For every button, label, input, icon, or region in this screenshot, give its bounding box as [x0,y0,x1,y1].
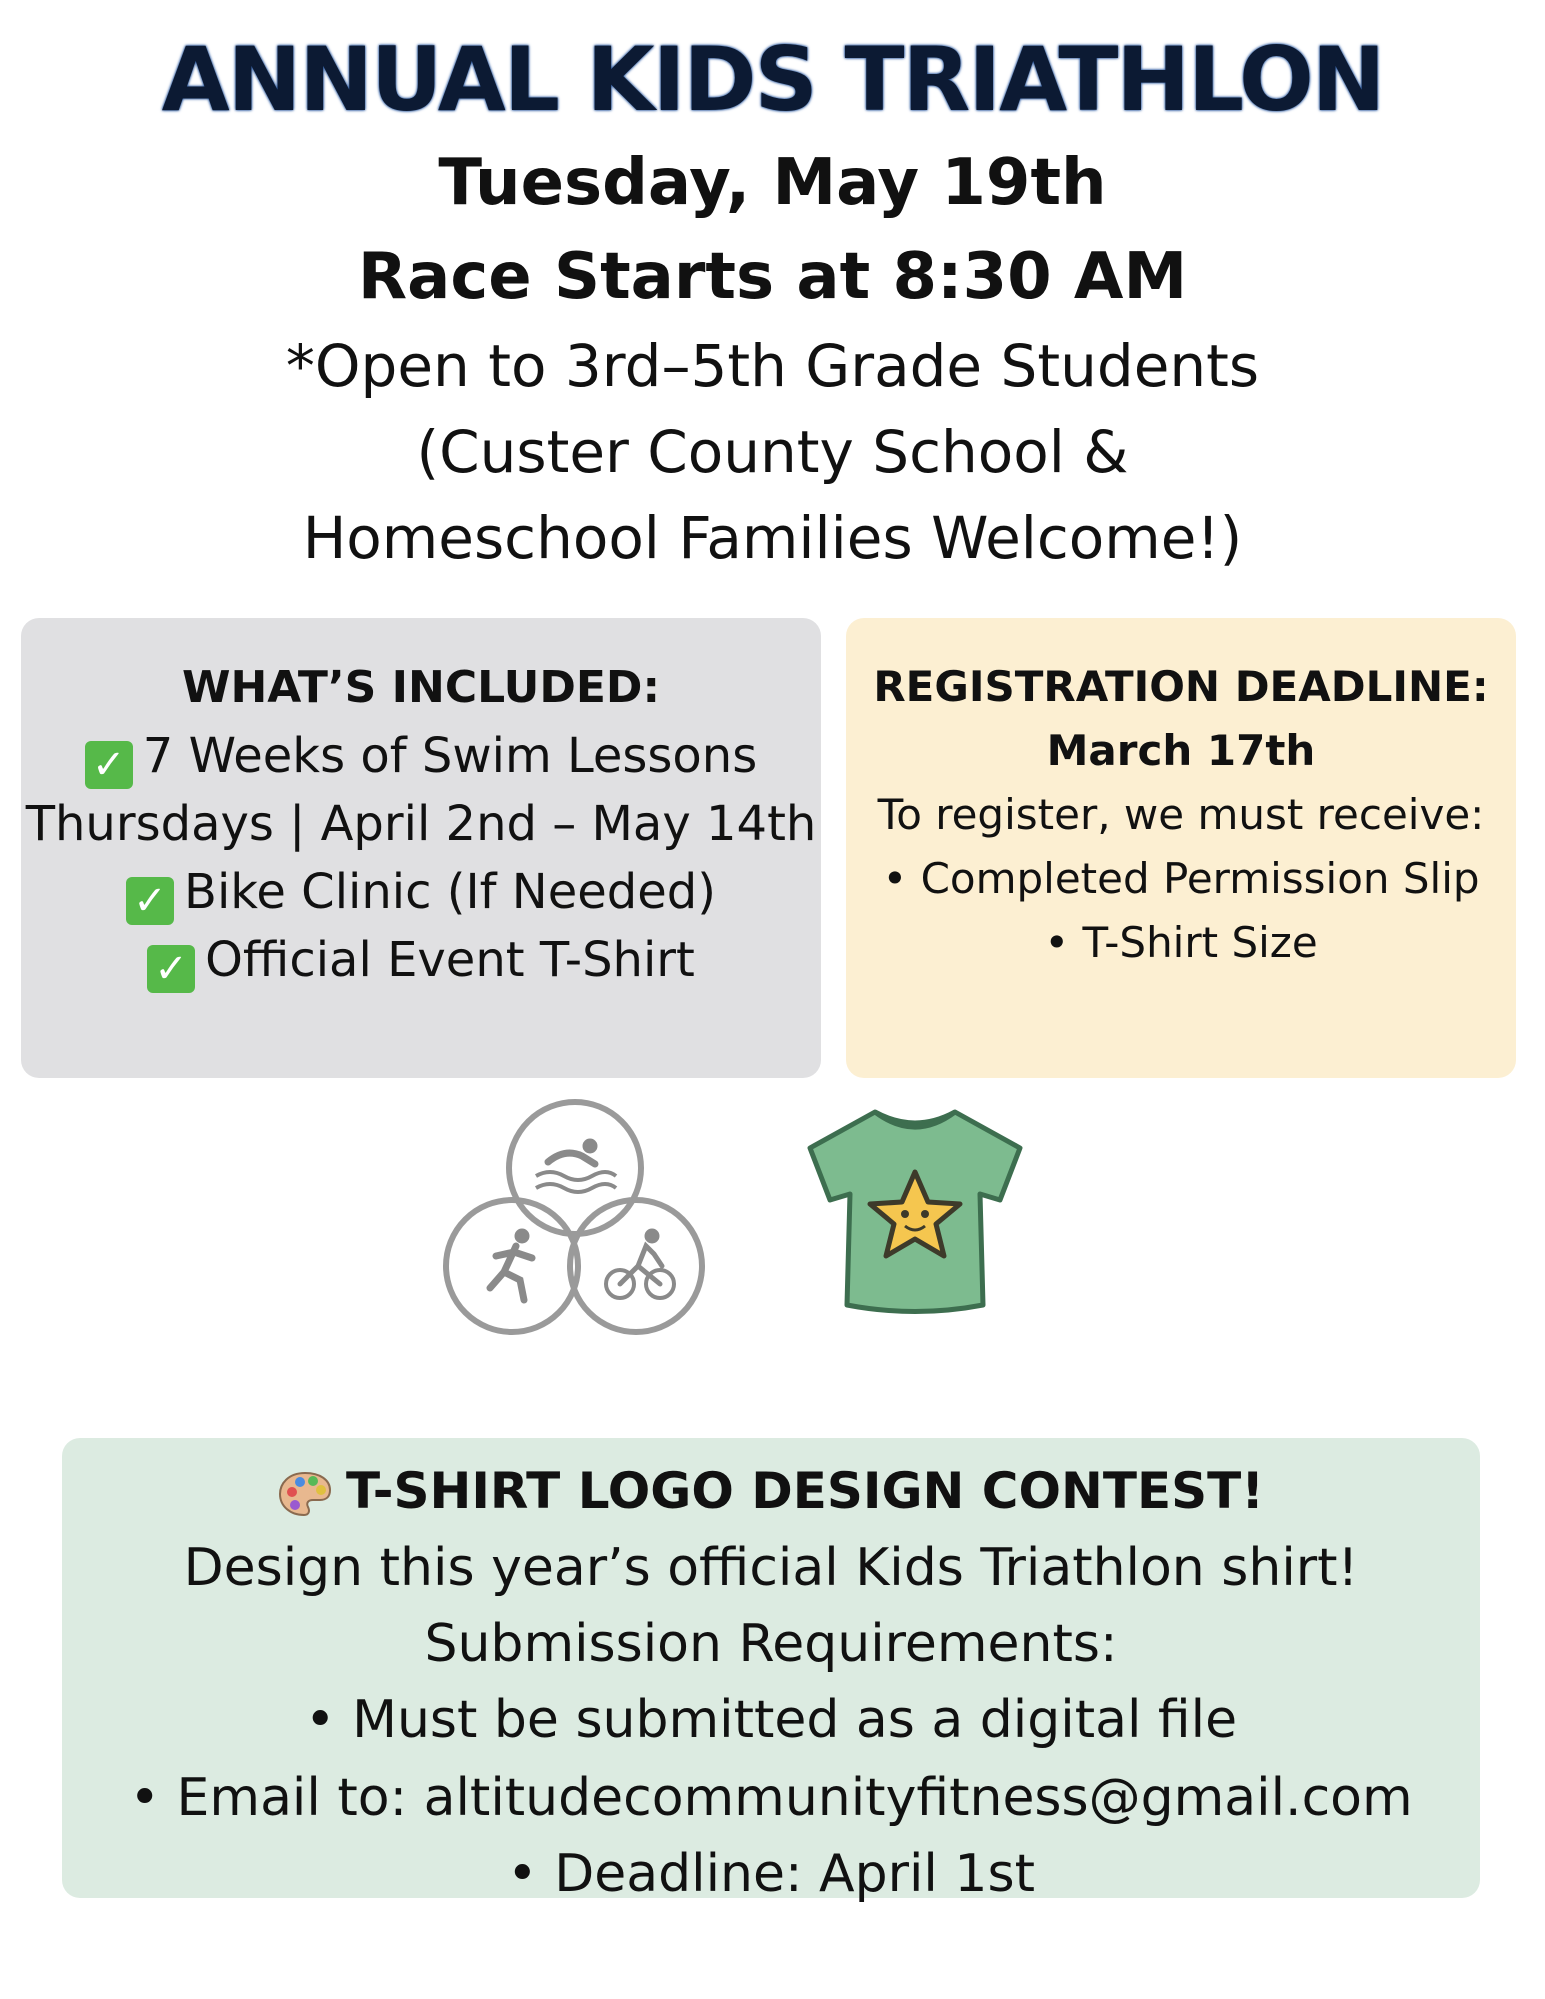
contest-tagline: Design this year’s official Kids Triathlon shirt! [183,1538,1359,1598]
star-tshirt-icon [795,1100,1035,1320]
check-icon: ✓ [85,741,133,789]
contest-rule: • Deadline: April 1st [507,1844,1035,1904]
eligibility-line-2: (Custer County School & [416,418,1129,486]
included-item: ✓ Official Event T-Shirt [21,932,821,993]
contest-email: • Email to: altitudecommunityfitness@gmail.com [129,1768,1413,1828]
logo-contest-panel [62,1438,1480,1904]
registration-requirement: • Completed Permission Slip [882,854,1480,903]
registration-deadline: March 17th [1046,726,1316,775]
included-heading: WHAT’S INCLUDED: [181,662,661,713]
contest-requirements-label: Submission Requirements: [424,1614,1118,1674]
registration-heading: REGISTRATION DEADLINE: [873,662,1489,711]
palette-icon [278,1470,332,1518]
event-title: ANNUAL KIDS TRIATHLON [161,28,1384,131]
check-icon: ✓ [147,945,195,993]
registration-requirement: • T-Shirt Size [1044,918,1318,967]
triathlon-rings-icon [440,1096,710,1346]
whats-included-panel [21,618,821,1078]
check-icon: ✓ [126,877,174,925]
registration-intro: To register, we must receive: [877,790,1485,839]
contest-rule: • Must be submitted as a digital file [304,1690,1238,1750]
included-item: ✓ 7 Weeks of Swim Lessons [21,728,821,789]
included-item: Thursdays | April 2nd – May 14th [25,796,817,852]
registration-panel [846,618,1516,1078]
included-item: ✓ Bike Clinic (If Needed) [21,864,821,925]
contest-heading: T-SHIRT LOGO DESIGN CONTEST! [62,1462,1480,1520]
race-start-time: Race Starts at 8:30 AM [357,240,1188,314]
eligibility-line-3: Homeschool Families Welcome!) [302,504,1243,572]
event-date: Tuesday, May 19th [438,146,1107,220]
eligibility-line-1: *Open to 3rd–5th Grade Students [285,332,1260,400]
